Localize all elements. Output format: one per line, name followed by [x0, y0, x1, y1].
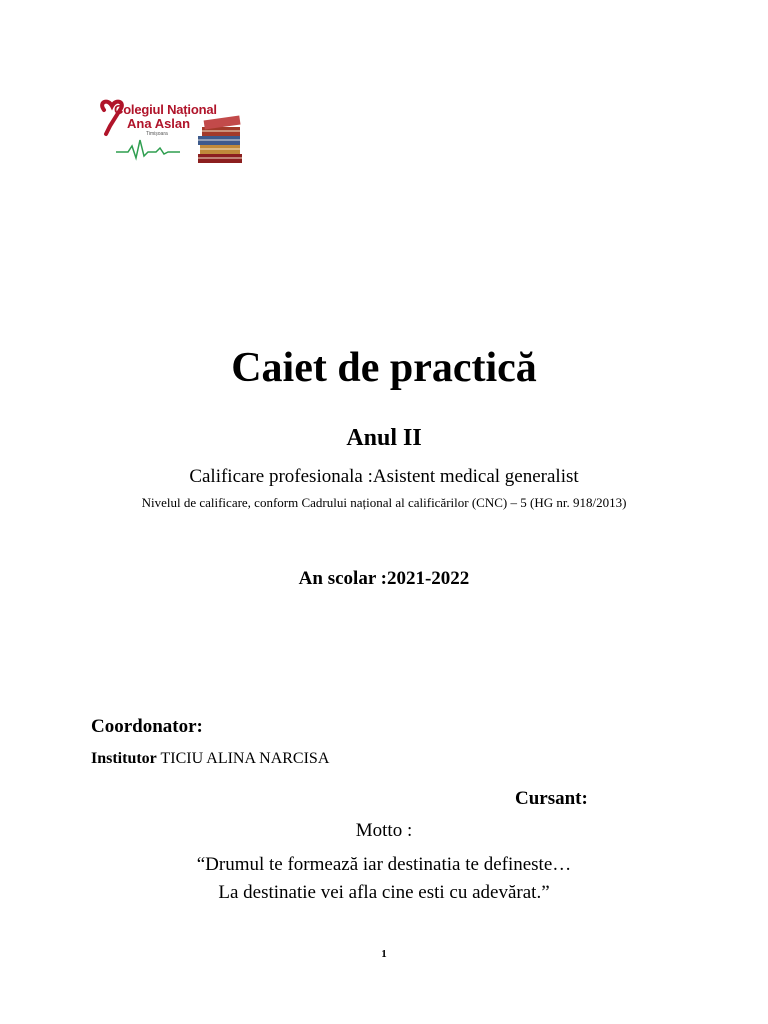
motto-line-2: La destinatie vei afla cine esti cu adevărat.”: [218, 882, 550, 903]
logo-school-type: Colegiul Național: [114, 102, 217, 117]
coordinator-name: [91, 748, 329, 770]
heartbeat-line-icon: [116, 140, 180, 158]
school-year: An scolar :2021-2022: [298, 568, 470, 589]
coordinator-label: Coordonator:: [91, 716, 203, 737]
qualification-level: Nivelul de calificare, conform Cadrului național al calificărilor (CNC) – 5 (HG nr. 918/2013): [141, 495, 627, 510]
logo-school-name: Ana Aslan: [127, 116, 191, 131]
student-label: Cursant:: [515, 788, 588, 809]
study-year: Anul II: [346, 425, 422, 451]
school-logo: [94, 96, 254, 168]
document-title: Caiet de practică: [231, 345, 537, 391]
motto-label: Motto :: [355, 820, 413, 841]
coordinator-full-name: TICIU ALINA NARCISA: [156, 750, 330, 767]
logo-city: Timișoara: [146, 131, 168, 137]
motto-line-1: “Drumul te formează iar destinatia te defineste…: [196, 854, 572, 875]
qualification-line: Calificare profesionala :Asistent medical generalist: [189, 466, 579, 487]
books-stack-icon: [198, 116, 242, 163]
page-number: 1: [381, 948, 387, 960]
coordinator-title: Institutor: [91, 750, 157, 767]
